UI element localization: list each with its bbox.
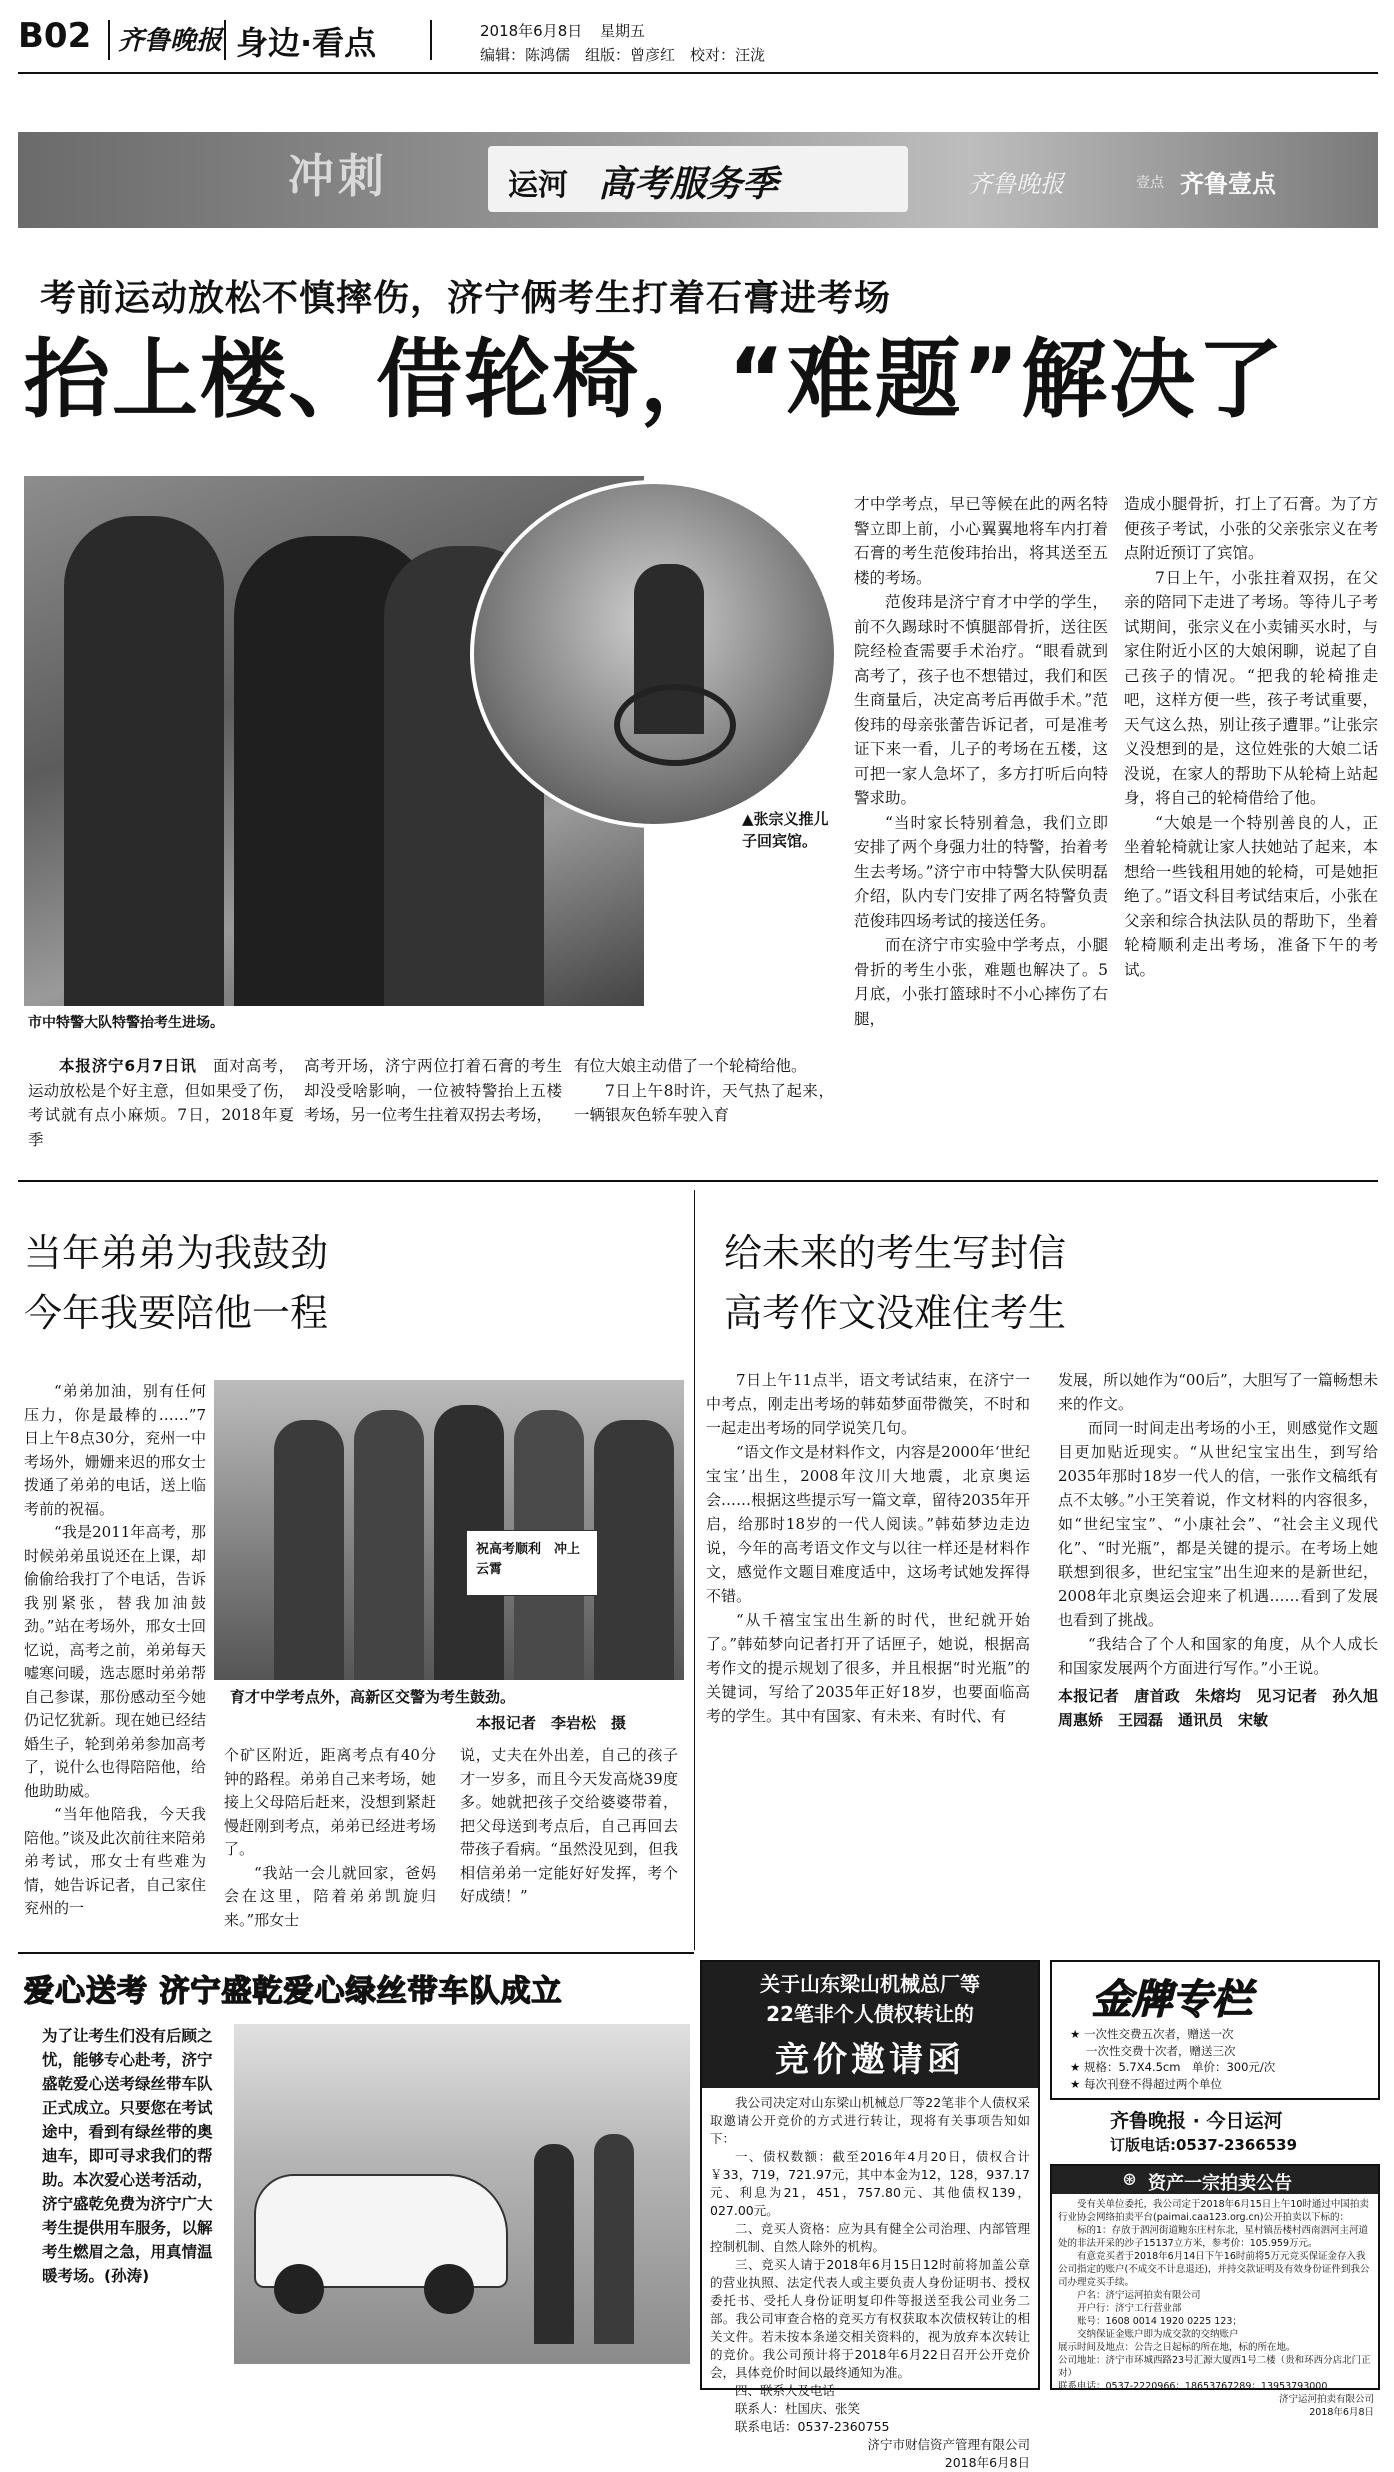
main-right-col2 [1124,492,1378,982]
banner-logo-yidian: 齐鲁壹点 [1180,170,1276,198]
photo-sign-text: 祝高考顺利 冲上云霄 [476,1542,581,1577]
lead-dateline: 本报济宁6月7日讯 [59,1057,197,1075]
auction-date: 2018年6月8日 [1309,2407,1374,2418]
auction-signer: 济宁运河拍卖有限公司 [1278,2394,1374,2405]
auction-ad [1050,2164,1380,2418]
jinpai-title: 金牌专栏 [1092,1976,1252,2023]
jinpai-ad [1050,1960,1380,2100]
jinpai-item-1: ★ 一次性交费五次者，赠送一次 [1070,2027,1234,2041]
auction-p1: 受有关单位委托，我公司定于2018年6月15日上午10时通过中国拍卖行业协会网络拍卖平台(paimai.caa123.org.cn)公开拍卖以下标的： [1058,2199,1369,2223]
auction-p3: 有意竞买者于2018年6月14日下午16时前将5万元竞买保证金存入我公司指定的账户(不成交不计息退还)，并持交款证明及有效身份证件到我公司办理竞买手续。 [1058,2251,1370,2288]
banner-title: 高考服务季 [598,163,779,205]
inset-photo [470,480,838,828]
lead-col3-text-a: 有位大娘主动借了一个轮椅给他。 [574,1057,807,1075]
auction-body [1058,2198,1374,2419]
main-right-col2-p3: “大娘是一个特别善良的人，正坐着轮椅就让家人扶她站了起来，本想给一些钱租用她的轮椅，可是她拒绝了。”语文科目考试结束后，小张在父亲和综合执法队员的帮助下，坐着轮椅顺利走出考场，准备下午的考试。 [1124,813,1378,979]
main-lead-col2 [304,1054,562,1128]
car-story-headline: 爱心送考 济宁盛乾爱心绿丝带车队成立 [24,1974,563,2009]
auction-p5: 开户行：济宁工行营业部 [1077,2303,1182,2314]
paper-name: 齐鲁晚报 [118,26,223,56]
bidding-title-line1: 关于山东梁山机械总厂等 [760,1972,980,1996]
jinpai-item-3: ★ 规格：5.7X4.5cm 单价：300元/次 [1070,2060,1276,2074]
main-right-col2-p2: 7日上午，小张拄着双拐，在父亲的陪同下走进了考场。等待儿子考试期间，张宗义在小卖铺买水时，与家住附近小区的大娘闲聊，说起了自己孩子的情况。“把我的轮椅推走吧，这样方便一些，孩子考试重要，天气这么热，别让孩子遭罪。”让张宗义没想到的是，这位姓张的大娘二话没说，在家人的帮助下从轮椅上站起身，将自己的轮椅借给了他。 [1124,568,1378,807]
story3-credit: 本报记者 唐首政 朱熔均 见习记者 孙久旭 周惠娇 王园磊 通讯员 宋敏 [1058,1687,1394,1729]
story2-col1 [24,1380,206,1921]
main-right-col1-p3: “当时家长特别着急，我们立即安排了两个身强力壮的特警，抬着考生去考场。”济宁市中特警大队侯明磊介绍，队内专门安排了两名特警负责范俊玮四场考试的接送任务。 [854,813,1108,930]
bidding-p7: 联系电话：0537-2360755 [735,2419,890,2434]
story3-col2-p3: “我结合了个人和国家的角度，从个人成长和国家发展两个方面进行写作。”小王说。 [1058,1635,1378,1677]
story3-col2-p1: 发展，所以她作为“00后”，大胆写了一篇畅想未来的作文。 [1058,1371,1378,1413]
main-kicker: 考前运动放松不慎摔伤，济宁俩考生打着石膏进考场 [40,278,892,319]
story3-headline-line2: 高考作文没难住考生 [724,1291,1067,1335]
story2-photo-credit: 本报记者 李岩松 摄 [476,1714,627,1732]
car-story [18,1962,694,2382]
lead-col1-text: 面对高考，运动放松是个好主意，但如果受了伤，考试就有点小麻烦。7日，2018年夏季 [28,1057,294,1149]
main-headline: 抬上楼、借轮椅，“难题”解决了 [24,330,1286,430]
main-lead-col1 [28,1054,294,1152]
bidding-p1: 我公司决定对山东梁山机械总厂等22笔非个人债权采取邀请公开竞价的方式进行转让，现将有关事项告知如下： [710,2095,1030,2146]
auction-p10: 联系电话：0537-2220966；18653767289；13953793000 [1058,2381,1328,2392]
main-right-col1-p1: 才中学考点，早已等候在此的两名特警立即上前，小心翼翼地将车内打着石膏的考生范俊玮抬出，将其送至五楼的考场。 [854,495,1108,587]
auction-p9: 公司地址：济宁市环城西路23号汇源大厦西1号二楼（贵和环西分店北门正对） [1058,2355,1371,2379]
main-right-col2-p1: 造成小腿骨折，打上了石膏。为了方便孩子考试，小张的父亲张宗义在考点附近预订了宾馆。 [1124,495,1378,562]
story2-col2-p1: 个矿区附近，距离考点有40分钟的路程。弟弟自己来考场，她接上父母陪后赶来，没想到紧赶慢赶刚到考点，弟弟已经进考场了。 [224,1746,436,1858]
service-banner [18,132,1378,228]
car-story-body: 为了让考生们没有后顾之忧，能够专心赴考，济宁盛乾爱心送考绿丝带车队正式成立。只要您在考试途中，看到有绿丝带的奥迪车，即可寻求我们的帮助。本次爱心送考活动，济宁盛乾免费为济宁广大考生提供用车服务，以解考生燃眉之急，用真情温暖考场。(孙涛) [42,2027,213,2285]
story3-headline-line1: 给未来的考生写封信 [724,1231,1067,1275]
story2-col3-p1: 说，丈夫在外出差，自己的孩子才一岁多，而且今天发高烧39度多。她就把孩子交给婆婆带着，把父母送到考点后，自己再回去带孩子看病。“虽然没见到，但我相信弟弟一定能好好发挥，考个好成绩！” [460,1746,678,1905]
lead-col3-text-b: 7日上午8时许，天气热了起来，一辆银灰色轿车驶入育 [574,1081,834,1124]
auction-p6: 账号：1608 0014 1920 0225 123； [1077,2316,1242,2327]
jinpai-item-4: ★ 每次刊登不得超过两个单位 [1070,2076,1222,2091]
story2-col2-p2: “我站一会儿就回家，爸妈会在这里，陪着弟弟凯旋归来。”邢女士 [224,1863,436,1929]
banner-logo-yidian-prefix: 壹点 [1136,175,1164,191]
story3-col2 [1058,1368,1394,1732]
bidding-body [710,2094,1030,2472]
bidding-title-big: 竞价邀请函 [775,2040,965,2080]
main-right-col1-p4: 而在济宁市实验中学考点，小腿骨折的考生小张，难题也解决了。5月底，小张打篮球时不小心摔伤了右腿， [854,936,1108,1028]
issue-date: 2018年6月8日 [480,22,583,40]
staff-line: 编辑：陈鸿儒 组版：曾彦红 校对：汪泷 [480,46,766,64]
bidding-p6: 联系人：杜国庆、张笑 [735,2401,861,2416]
bidding-p3: 二、竞买人资格：应为具有健全公司治理、内部管理控制机制、自然人除外的机构。 [710,2221,1030,2254]
main-right-col1 [854,492,1108,1031]
story2-photo [214,1380,684,1680]
lead-col2-text: 高考开场，济宁两位打着石膏的考生却没受啥影响，一位被特警抬上五楼考场，另一位考生拄着双拐去考场， [304,1057,562,1124]
auction-p8: 展示时间及地点：公告之日起标的所在地，标的所在地。 [1058,2342,1296,2353]
banner-region: 运河 [508,168,568,203]
jinpai-brand: 齐鲁晚报 · 今日运河 [1110,2110,1283,2132]
auction-p4: 户名：济宁运河拍卖有限公司 [1077,2290,1201,2301]
main-photo-caption: 市中特警大队特警抬考生进场。 [28,1015,224,1031]
banner-left-word: 冲刺 [288,149,388,203]
story2-col1-p3: “当年他陪我，今天我陪他。”谈及此次前往来陪弟弟考试，邢女士有些难为情，她告诉记者，自己家住兖州的一 [24,1805,206,1917]
story2-headline-line2: 今年我要陪他一程 [24,1291,329,1335]
bidding-p2: 一、债权数额：截至2016年4月20日，债权合计￥33，719，721.97元，其中本金为12，128，937.17元、利息为21，451，757.80元、其他债权139，027.00元。 [710,2149,1030,2218]
story3-col2-p2: 而同一时间走出考场的小王，则感觉作文题目更加贴近现实。“从世纪宝宝出生，到写给2035年那时18岁一代人的信，一张作文稿纸有点不太够。”小王笑着说，作文材料的内容很多，如“世纪宝宝”、“小康社会”、“社会主义现代化”、“时光瓶”，都是关键的提示。在考场上她联想到很多，世纪宝宝”出生迎来的是新世纪，2008年北京奥运会迎来了机遇……看到了发展也看到了挑战。 [1058,1419,1378,1629]
bidding-signer: 济宁市财信资产管理有限公司 [867,2437,1030,2452]
jinpai-items [1070,2026,1370,2092]
section-title: 身边·看点 [236,24,377,62]
inset-caption: ▲张宗义推儿子回宾馆。 [742,810,829,850]
story2-col1-p2: “我是2011年高考，那时候弟弟虽说还在上课，却偷偷给我打了个电话，告诉我别紧张，替我加油鼓劲。”站在考场外，邢女士回忆说，高考之前，弟弟每天嘘寒问暖，选志愿时弟弟帮自己参谋，那份感动至今她仍记忆犹新。现在她已经结婚生子，轮到弟弟参加高考了，说什么也得陪陪他，给他助助威。 [24,1523,206,1800]
page-number: B02 [18,16,92,56]
page-header [18,10,1378,70]
story3-col1-p1: 7日上午11点半，语文考试结束，在济宁一中考点，刚走出考场的韩茹梦面带微笑，不时和一起走出考场的同学说笑几句。 [706,1371,1030,1437]
bidding-title-line2: 22笔非个人债权转让的 [766,2002,974,2026]
story2-col1-p1: “弟弟加油，别有任何压力，你是最棒的……”7日上午8点30分，兖州一中考场外，姗姗来迟的邢女士拨通了弟弟的电话，送上临考前的祝福。 [24,1382,206,1518]
jinpai-item-2: 一次性交费十次者，赠送三次 [1086,2043,1236,2058]
story3-col1-p2: “语文作文是材料作文，内容是2000年‘世纪宝宝’出生，2008年汶川大地震，北京奥运会……根据这些提示写一篇文章，留待2035年开启，给那时18岁的一代人阅读。”韩茹梦边走边说，今年的高考语文作文与以往一样还是材料作文，感觉作文题目难度适中，这场考试她发挥得不错。 [706,1443,1030,1605]
bidding-date: 2018年6月8日 [944,2455,1030,2470]
story3-col1-p3: “从千禧宝宝出生新的时代，世纪就开始了。”韩茹梦向记者打开了话匣子，她说，根据高考作文的提示规划了很多，并且根据“时光瓶”的关键词，写给了2035年正好18岁，也要面临高考的学生。其中有国家、有未来、有时代、有 [706,1611,1030,1725]
story2-col3 [460,1744,678,1909]
auction-icon: ⊛ [1122,2169,1138,2190]
auction-title: 资产一宗拍卖公告 [1148,2173,1292,2194]
jinpai-phone: 订版电话:0537-2366539 [1110,2136,1298,2154]
bidding-ad [700,1960,1040,2470]
story2-col2 [224,1744,436,1932]
auction-p2: 标的1：存放于泗河街道鲍东庄村东北，星村镇岳楼村西南泗河主河道处的非法开采的沙子15137立方米，参考价：105.959万元。 [1058,2225,1369,2249]
story3-col1 [706,1368,1030,1728]
auction-p7: 交纳保证金账户即为成交款的交纳账户 [1077,2329,1239,2340]
main-right-col1-p2: 范俊玮是济宁育才中学的学生，前不久踢球时不慎腿部骨折，送往医院经检查需要手术治疗。“眼看就到高考了，孩子也不想错过，我们和医生商量后，决定高考后再做手术。”范俊玮的母亲张蕾告诉记者，可是准考证下来一看，儿子的考场在五楼，这可把一家人急坏了，多方打听后向特警求助。 [854,593,1108,807]
main-lead-col3 [574,1054,834,1128]
banner-logo-paper: 齐鲁晚报 [968,170,1064,198]
bidding-p5: 四、联系人及电话 [735,2383,836,2398]
issue-weekday: 星期五 [600,22,646,40]
story2-photo-caption: 育才中学考点外，高新区交警为考生鼓劲。 [230,1688,516,1706]
car-photo [234,2024,690,2364]
bidding-p4: 三、竞买人请于2018年6月15日12时前将加盖公章的营业执照、法定代表人或主要负责人身份证明书、授权委托书、受托人身份证明复印件等报送至我公司业务二部。我公司审查合格的竞买方有权获取本次债权转让的相关文件。若未按本条递交相关资料的，视为放弃本次转让的竞价。我公司预计将于2018年6月22日召开公开竞价会，具体竞价时间以最终通知为准。 [710,2257,1030,2380]
story2-headline-line1: 当年弟弟为我鼓劲 [24,1231,329,1275]
